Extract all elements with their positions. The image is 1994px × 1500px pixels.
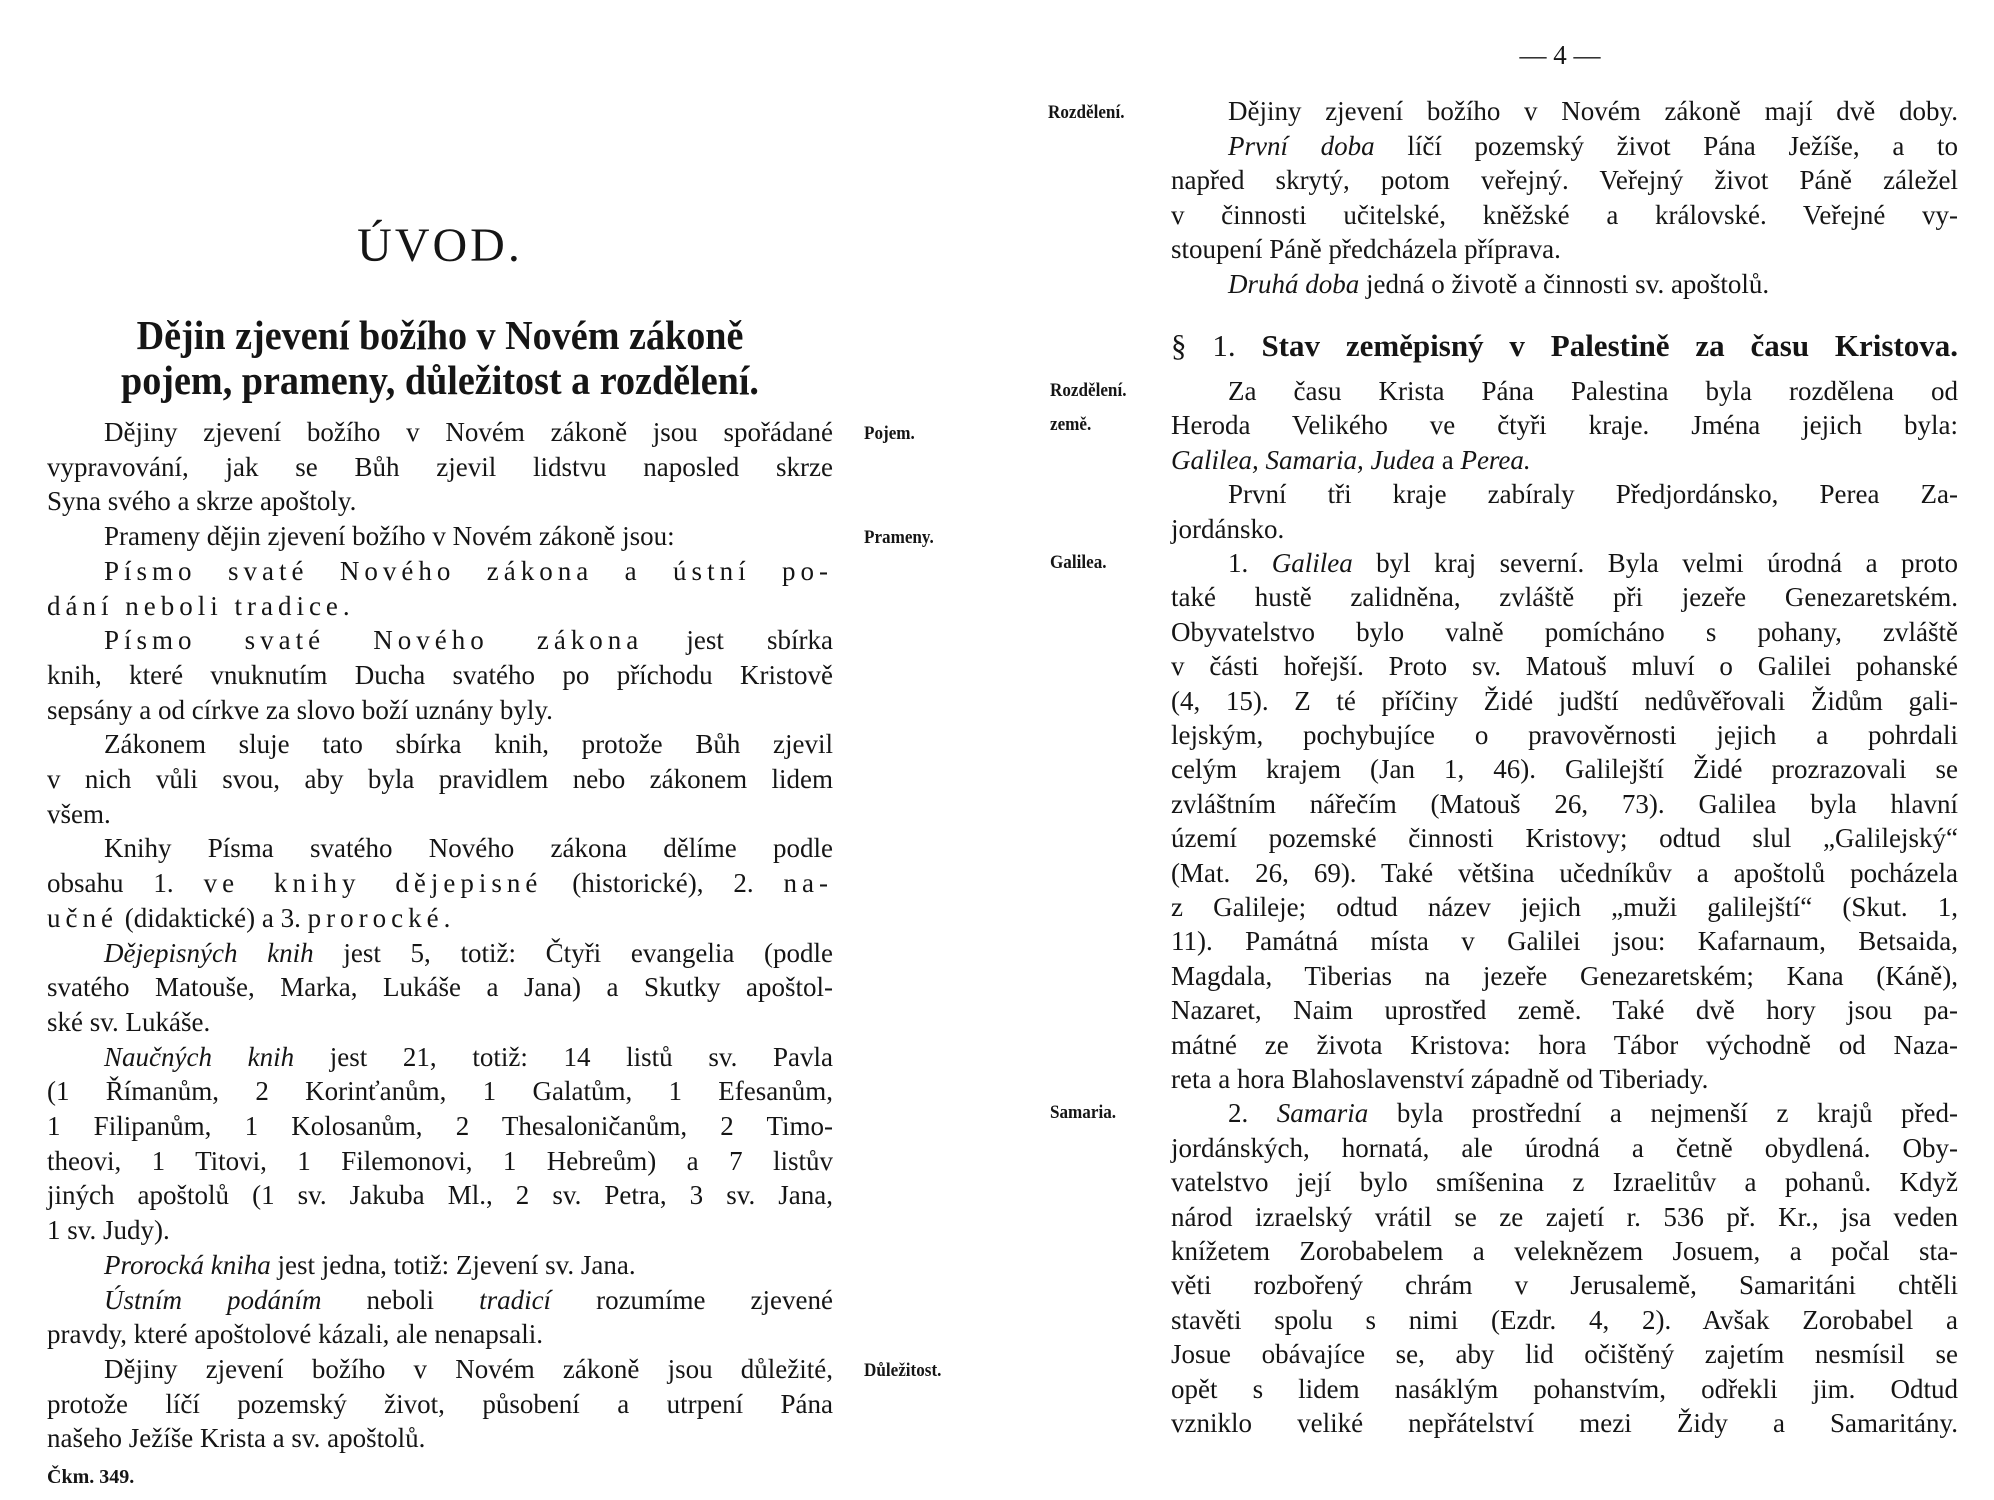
text-line: [104, 623, 833, 657]
text-segment: 1.: [1228, 548, 1272, 578]
text-segment: všem.: [47, 798, 111, 829]
text-segment: Magdala, Tiberias na jezeře Genezaretském; Kana (Káně),: [1171, 960, 1958, 991]
text-segment: lejským, pochybujíce o pravověrnosti jejich a pohrdali: [1171, 720, 1958, 750]
text-line: [47, 693, 833, 727]
text-line: [1171, 684, 1958, 718]
text-segment: 1 sv. Judy).: [47, 1215, 170, 1246]
margin-note: Galilea.: [1050, 552, 1107, 573]
text-segment: národ izraelský vrátil se ze zajetí r. 536 př. Kr., jsa veden: [1171, 1201, 1958, 1232]
italic-text: Galilea, Samaria, Judea: [1171, 444, 1435, 475]
text-line: [1171, 1131, 1958, 1165]
text-line: [1171, 718, 1958, 752]
text-segment: Dějiny zjevení božího v Novém zákoně jsou spořádané: [104, 417, 833, 447]
text-segment: Knihy Písma svatého Nového zákona dělíme podle: [104, 833, 833, 864]
text-line: [1171, 1165, 1958, 1199]
italic-text: Ústním podáním: [104, 1284, 322, 1315]
text-segment: 11). Památná místa v Galilei jsou: Kafarnaum, Betsaida,: [1171, 926, 1958, 957]
text-line: [47, 1144, 833, 1178]
text-line: [1171, 752, 1958, 786]
text-segment: jest jedna, totiž: Zjevení sv. Jana.: [270, 1249, 636, 1280]
italic-text: První doba: [1228, 130, 1375, 161]
italic-text: Prorocká kniha: [104, 1249, 271, 1280]
text-segment: jest sbírka: [643, 625, 834, 656]
text-line: [1171, 649, 1958, 683]
text-segment: Za času Krista Pána Palestina byla rozdělena od: [1228, 376, 1958, 406]
italic-text: Dějepisných knih: [104, 937, 314, 968]
text-line: [1171, 787, 1958, 821]
text-segment: z Galileje; odtud název jejich „muži galilejští“ (Skut. 1,: [1171, 892, 1958, 922]
text-line: [1171, 512, 1958, 546]
text-segment: Dějiny zjevení božího v Novém zákoně jsou důležité,: [104, 1353, 833, 1384]
text-segment: jordánských, hornatá, ale úrodná a četně obydlená. Oby-: [1171, 1132, 1958, 1163]
text-segment: theovi, 1 Titovi, 1 Filemonovi, 1 Hebreům) a 7 listův: [47, 1145, 833, 1176]
text-segment: .: [443, 902, 451, 933]
margin-note: země.: [1050, 414, 1092, 436]
text-segment: také hustě zalidněna, zvláště při jezeře Genezaretském.: [1171, 582, 1958, 613]
text-segment: 1 Filipanům, 1 Kolosanům, 2 Thesaloničanům, 2 Timo-: [47, 1111, 833, 1141]
text-line: [1228, 546, 1958, 580]
text-segment: území pozemské činnosti Kristovy; odtud slul „Galilejský“: [1171, 823, 1958, 854]
text-segment: vypravování, jak se Bůh zjevil lidstvu naposled skrze: [47, 451, 833, 482]
text-line: [47, 484, 833, 518]
text-segment: ské sv. Lukáše.: [47, 1006, 211, 1037]
text-segment: napřed skrytý, potom veřejný. Veřejný život Páně záležel: [1171, 165, 1958, 196]
text-line: [1228, 477, 1958, 511]
spaced-text: Písmo svaté Nového zákona: [104, 625, 644, 656]
text-line: [47, 1109, 833, 1143]
page-number: — 4 —: [1519, 40, 1601, 70]
text-segment: vatelstvo její bylo smíšenina z Izraelitův a pohanů. Když: [1171, 1167, 1958, 1198]
text-segment: jedná o životě a činnosti sv. apoštolů.: [1359, 269, 1770, 299]
text-segment: Heroda Velikého ve čtyři kraje. Jména jejich byla:: [1171, 410, 1958, 441]
text-line: [104, 1040, 833, 1074]
text-segment: pravdy, které apoštolové kázali, ale nenapsali.: [47, 1319, 544, 1350]
text-segment: jest 21, totiž: 14 listů sv. Pavla: [294, 1041, 833, 1072]
text-segment: (didaktické) a 3.: [117, 902, 308, 933]
text-segment: stavěti spolu s nimi (Ezdr. 4, 2). Avšak Zorobabel a: [1171, 1304, 1958, 1335]
text-segment: (1 Římanům, 2 Korinťanům, 1 Galatům, 1 Efesanům,: [47, 1076, 833, 1107]
text-line: [104, 554, 833, 588]
text-segment: knih, které vnuknutím Ducha svatého po příchodu Kristově: [47, 659, 833, 690]
spaced-text: ve knihy dějepisné: [203, 868, 543, 899]
text-line: [47, 762, 833, 796]
text-line: [104, 727, 833, 761]
text-line: [47, 450, 833, 484]
text-segment: líčí pozemský život Pána Ježíše, a to: [1374, 130, 1958, 161]
margin-note: Důležitost.: [864, 1359, 942, 1381]
text-segment: obsahu 1.: [47, 868, 204, 899]
spaced-text: dání neboli tradice.: [47, 590, 355, 621]
italic-text: tradicí: [479, 1284, 552, 1315]
text-segment: opět s lidem nasáklým pohanstvím, odřekli jim. Odtud: [1171, 1373, 1958, 1404]
text-line: [47, 1178, 833, 1212]
text-line: [104, 936, 833, 970]
text-segment: byla prostřední a nejmenší z krajů před-: [1368, 1098, 1958, 1129]
margin-note: Prameny.: [864, 527, 934, 549]
text-line: [1171, 890, 1958, 924]
italic-text: Perea.: [1460, 444, 1531, 475]
text-line: [1171, 198, 1958, 232]
text-line: [1228, 94, 1958, 128]
text-line: [1228, 1096, 1958, 1130]
text-segment: svatého Matouše, Marka, Lukáše a Jana) a Skutky apoštol-: [47, 972, 833, 1003]
spaced-text: na-: [783, 868, 833, 899]
text-line: [104, 1248, 833, 1282]
text-line: [104, 1352, 833, 1386]
text-segment: Obyvatelstvo bylo valně pomícháno s pohany, zvláště: [1171, 616, 1958, 647]
text-segment: protože líčí pozemský život, působení a utrpení Pána: [47, 1388, 833, 1419]
text-segment: zvláštním nářečím (Matouš 26, 73). Galilea byla hlavní: [1171, 788, 1958, 819]
text-segment: v činnosti učitelské, kněžské a královské. Veřejné vy-: [1171, 199, 1958, 230]
section-title: Stav zeměpisný v Palestině za času Kristova.: [1261, 328, 1959, 363]
text-line: [1171, 443, 1958, 477]
text-line: [1171, 1372, 1958, 1406]
text-line: [1171, 1406, 1958, 1440]
text-line: [1228, 267, 1958, 301]
text-segment: jordánsko.: [1171, 513, 1285, 544]
text-line: [104, 415, 833, 449]
text-segment: byl kraj severní. Byla velmi úrodná a proto: [1352, 548, 1959, 578]
text-segment: (historické), 2.: [542, 868, 784, 899]
text-segment: (4, 15). Z té příčiny Židé judští nedůvěřovali Židům gali-: [1171, 685, 1958, 716]
margin-note: Rozdělení.: [1050, 380, 1127, 401]
italic-text: Druhá doba: [1228, 269, 1360, 299]
spaced-text: Písmo svaté Nového zákona a ústní po-: [104, 555, 833, 586]
text-segment: Syna svého a skrze apoštoly.: [47, 486, 357, 517]
text-segment: Dějiny zjevení božího v Novém zákoně mají dvě doby.: [1228, 96, 1958, 126]
text-line: [47, 1005, 833, 1039]
text-segment: jest 5, totiž: Čtyři evangelia (podle: [313, 937, 833, 968]
text-line: [1171, 1234, 1958, 1268]
text-line: [104, 519, 833, 553]
text-line: [1171, 232, 1958, 266]
footer-signature: Čkm. 349.: [47, 1466, 135, 1488]
text-line: [47, 866, 833, 900]
text-segment: Nazaret, Naim uprostřed země. Také dvě hory jsou pa-: [1171, 995, 1958, 1026]
text-segment: v části hořejší. Proto sv. Matouš mluví o Galilei pohanské: [1171, 651, 1958, 682]
text-segment: našeho Ježíše Krista a sv. apoštolů.: [47, 1423, 426, 1454]
section-number: § 1.: [1171, 328, 1236, 363]
margin-note: Samaria.: [1050, 1102, 1117, 1124]
text-line: [1171, 1337, 1958, 1371]
text-segment: věti rozbořený chrám v Jerusalemě, Samaritáni chtěli: [1171, 1270, 1958, 1301]
text-line: [47, 1213, 833, 1247]
text-line: [1171, 993, 1958, 1027]
text-segment: Zákonem sluje tato sbírka knih, protože Bůh zjevil: [104, 729, 833, 760]
text-segment: mátné ze života Kristova: hora Tábor východně od Naza-: [1171, 1029, 1958, 1060]
text-segment: Josue obávajíce se, aby lid očištěný zajetím nesmísil se: [1171, 1339, 1958, 1370]
text-line: [1171, 821, 1958, 855]
text-line: [1171, 924, 1958, 958]
text-line: [1171, 580, 1958, 614]
text-line: [104, 1283, 833, 1317]
text-line: [1228, 129, 1958, 163]
text-segment: První tři kraje zabíraly Předjordánsko, Perea Za-: [1228, 479, 1958, 510]
text-line: [47, 1421, 833, 1455]
text-segment: rozumíme zjevené: [551, 1284, 833, 1315]
text-line: [1171, 1028, 1958, 1062]
text-segment: Prameny dějin zjevení božího v Novém zákoně jsou:: [104, 521, 675, 552]
text-segment: (Mat. 26, 69). Také většina učedníkův a apoštolů pocházela: [1171, 857, 1958, 888]
italic-text: Samaria: [1276, 1098, 1369, 1129]
text-line: [47, 1074, 833, 1108]
italic-text: Naučných knih: [104, 1041, 295, 1072]
spaced-text: učné: [47, 902, 118, 933]
text-line: [47, 1317, 833, 1351]
text-line: [1171, 1062, 1958, 1096]
chapter-heading-line-1: Dějin zjevení božího v Novém zákoně: [136, 312, 744, 358]
text-segment: 2.: [1228, 1098, 1277, 1129]
text-segment: celým krajem (Jan 1, 46). Galilejští Židé prozrazovali se: [1171, 754, 1958, 785]
text-line: [1171, 1268, 1958, 1302]
text-line: [1171, 1200, 1958, 1234]
text-line: [47, 658, 833, 692]
chapter-title: ÚVOD.: [357, 219, 523, 272]
spaced-text: prorocké: [307, 902, 444, 933]
section-heading: [1171, 326, 1958, 366]
text-segment: vzniklo veliké nepřátelství mezi Židy a Samaritány.: [1171, 1408, 1958, 1438]
text-segment: knížetem Zorobabelem a veleknězem Josuem, a počal sta-: [1171, 1236, 1958, 1266]
margin-note: Rozdělení.: [1048, 102, 1125, 123]
chapter-heading-line-2: pojem, prameny, důležitost a rozdělení.: [121, 357, 759, 403]
text-segment: a: [1434, 444, 1461, 475]
text-line: [47, 589, 833, 623]
text-line: [1171, 856, 1958, 890]
text-line: [104, 831, 833, 865]
text-line: [47, 1387, 833, 1421]
text-segment: v nich vůli svou, aby byla pravidlem nebo zákonem lidem: [47, 764, 833, 794]
margin-note: Pojem.: [864, 423, 915, 444]
italic-text: Galilea: [1271, 548, 1353, 578]
text-segment: neboli: [321, 1284, 480, 1315]
text-line: [1171, 615, 1958, 649]
text-line: [47, 970, 833, 1004]
text-line: [1171, 163, 1958, 197]
text-segment: stoupení Páně předcházela příprava.: [1171, 234, 1561, 265]
text-segment: sepsány a od církve za slovo boží uznány byly.: [47, 694, 553, 725]
text-line: [1171, 959, 1958, 993]
text-line: [1171, 408, 1958, 442]
text-line: [1228, 374, 1958, 408]
text-line: [1171, 1303, 1958, 1337]
text-segment: jiných apoštolů (1 sv. Jakuba Ml., 2 sv. Petra, 3 sv. Jana,: [47, 1180, 833, 1211]
text-line: [47, 901, 833, 935]
text-line: [47, 797, 833, 831]
text-segment: reta a hora Blahoslavenství západně od Tiberiady.: [1171, 1064, 1709, 1094]
